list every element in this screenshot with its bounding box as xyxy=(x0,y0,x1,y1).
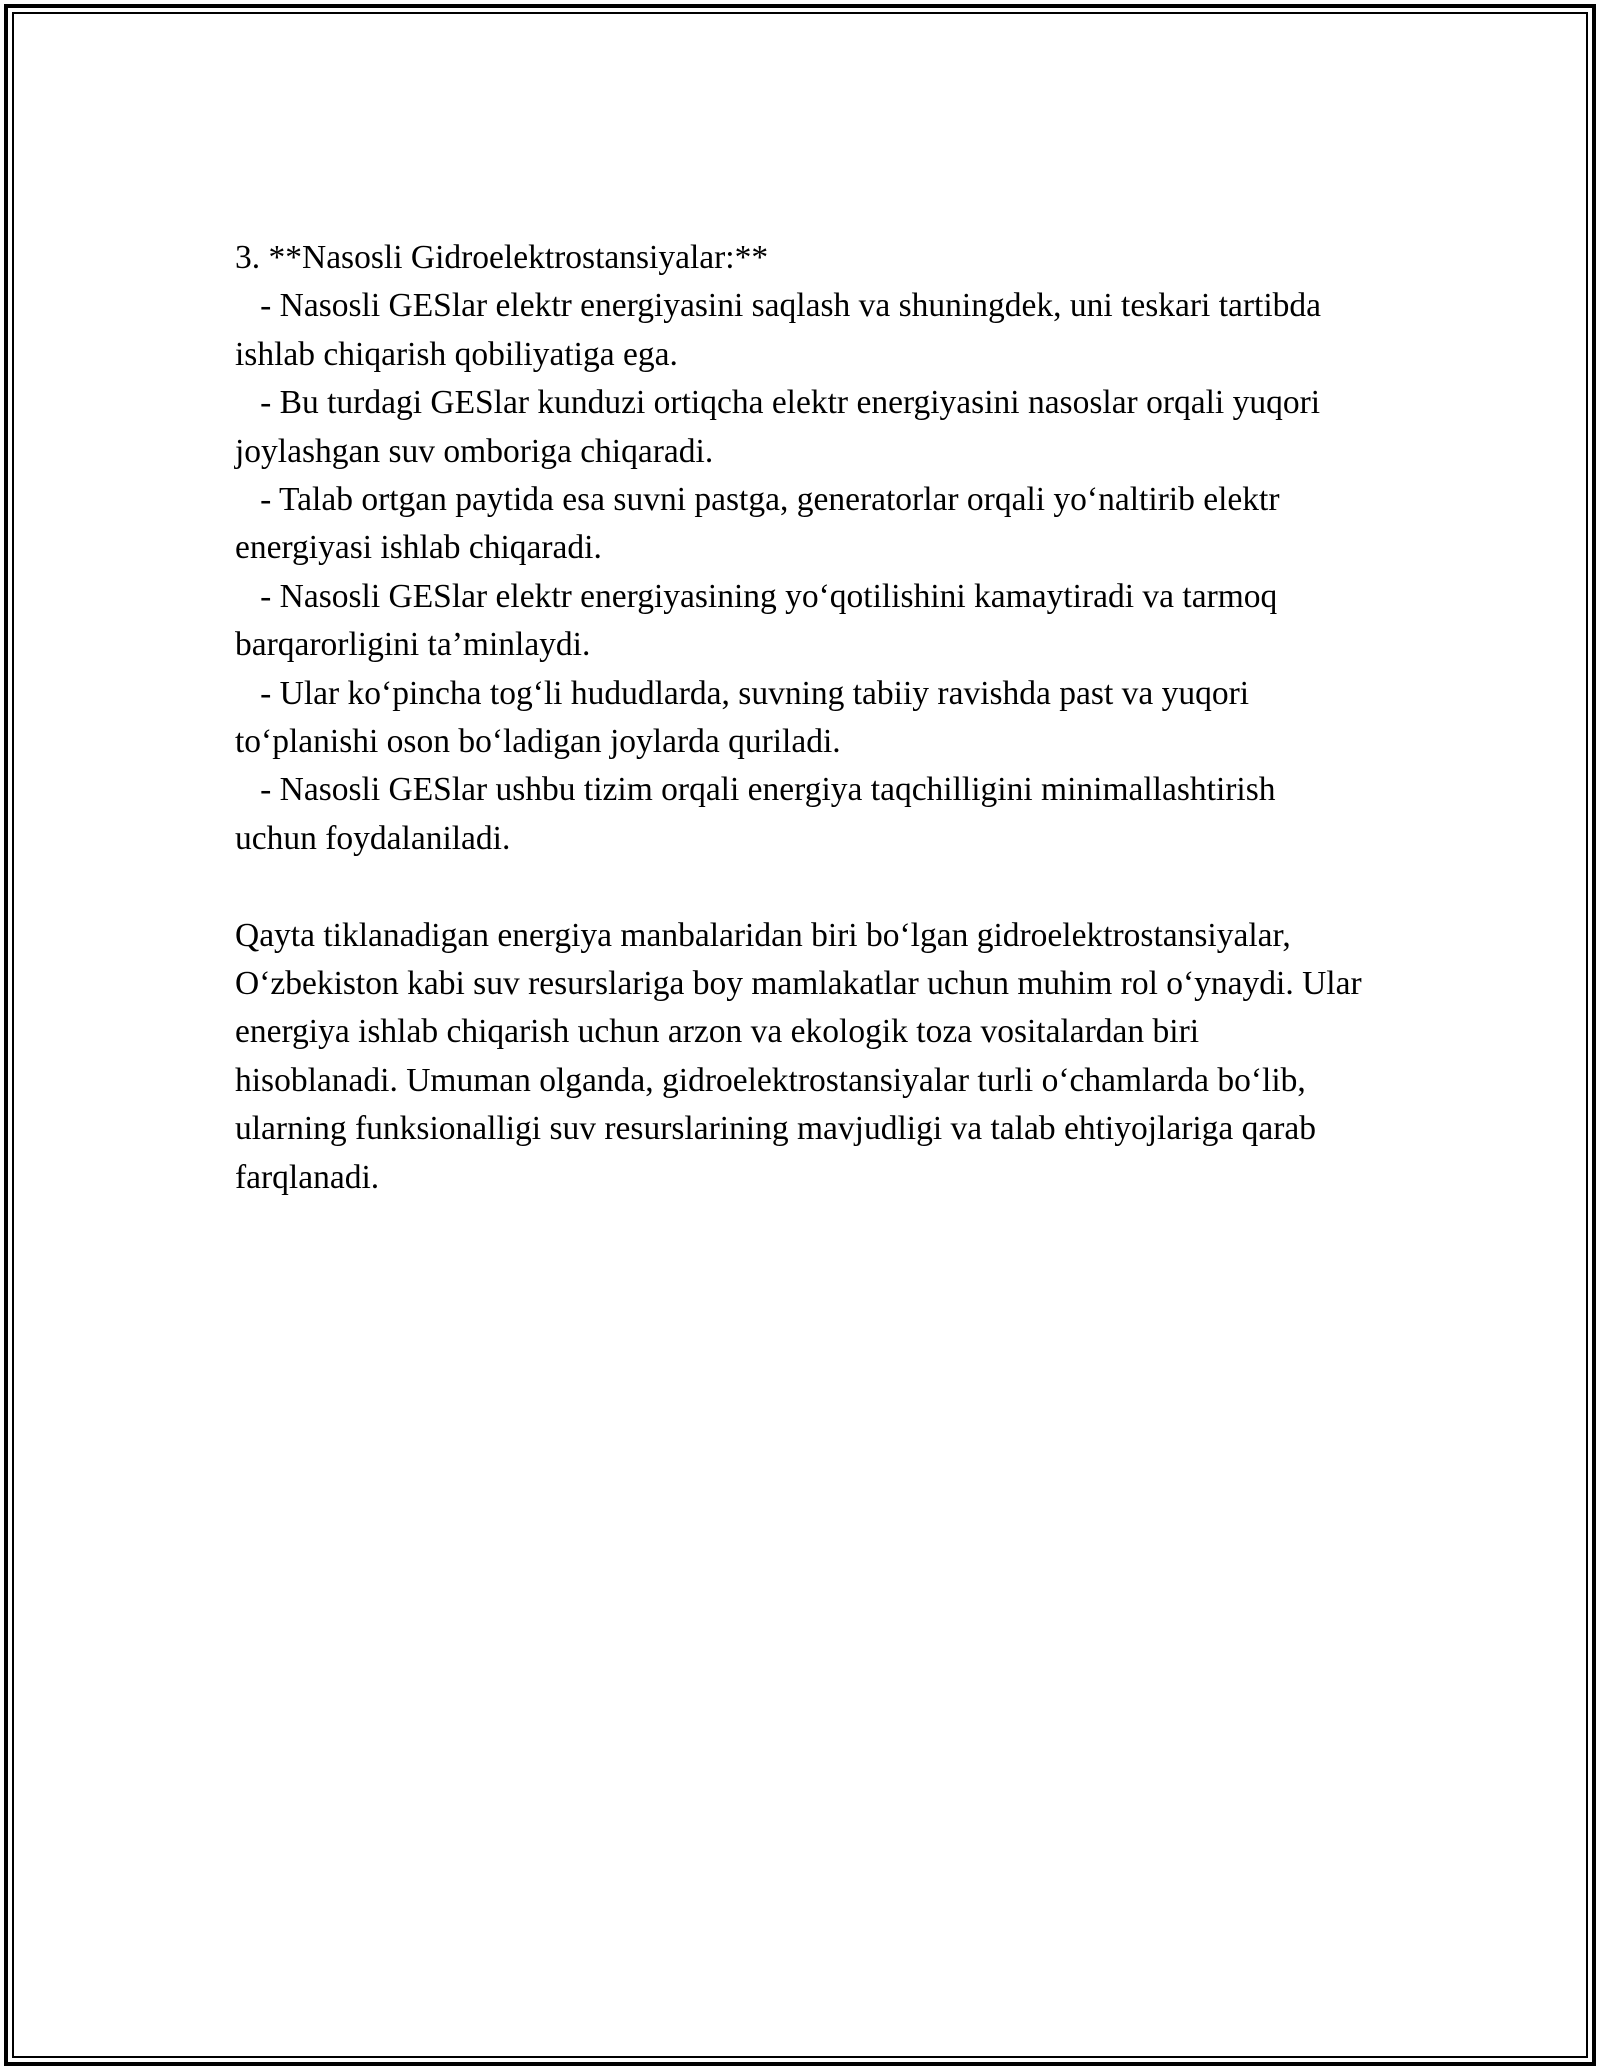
conclusion-paragraph: Qayta tiklanadigan energiya manbalaridan biri bo‘lgan gidroelektrostansiyalar, O‘zbekiston kabi suv resurslariga boy mamlakatlar uchun muhim rol o‘ynaydi. Ular energiya ishlab chiqarish uchun arzon va ekologik toza vositalardan biri hisoblanadi. Umuman olganda, gidroelektrostansiyalar turli o‘chamlarda bo‘lib, ularning funksionalligi suv resurslarining mavjudligi va talab ehtiyojlariga qarab farqlanadi. xyxy=(235,916,1362,1196)
bullet-item: - Nasosli GESlar elektr energiyasini saqlash va shuningdek, uni teskari tartibda ishlab chiqarish qobiliyatiga ega. xyxy=(235,287,1330,373)
bullet-item: - Ular ko‘pincha tog‘li hududlarda, suvning tabiiy ravishda past va yuqori to‘planishi oson bo‘ladigan joylarda quriladi. xyxy=(235,674,1258,761)
paragraph-gap xyxy=(235,863,1365,911)
bullet-item: - Nasosli GESlar elektr energiyasining yo‘qotilishini kamaytiradi va tarmoq barqarorligini ta’minlaydi. xyxy=(235,577,1286,664)
bullet-item: - Talab ortgan paytida esa suvni pastga, generatorlar orqali yo‘naltirib elektr energiyasi ishlab chiqaradi. xyxy=(235,481,1288,567)
bullet-item: - Bu turdagi GESlar kunduzi ortiqcha elektr energiyasini nasoslar orqali yuqori joylashgan suv omboriga chiqaradi. xyxy=(235,384,1329,470)
bullet-item: - Nasosli GESlar ushbu tizim orqali energiya taqchilligini minimallashtirish uchun foydalaniladi. xyxy=(235,771,1284,857)
section-heading: 3. **Nasosli Gidroelektrostansiyalar:** xyxy=(235,239,769,276)
document-body xyxy=(235,234,1365,1202)
